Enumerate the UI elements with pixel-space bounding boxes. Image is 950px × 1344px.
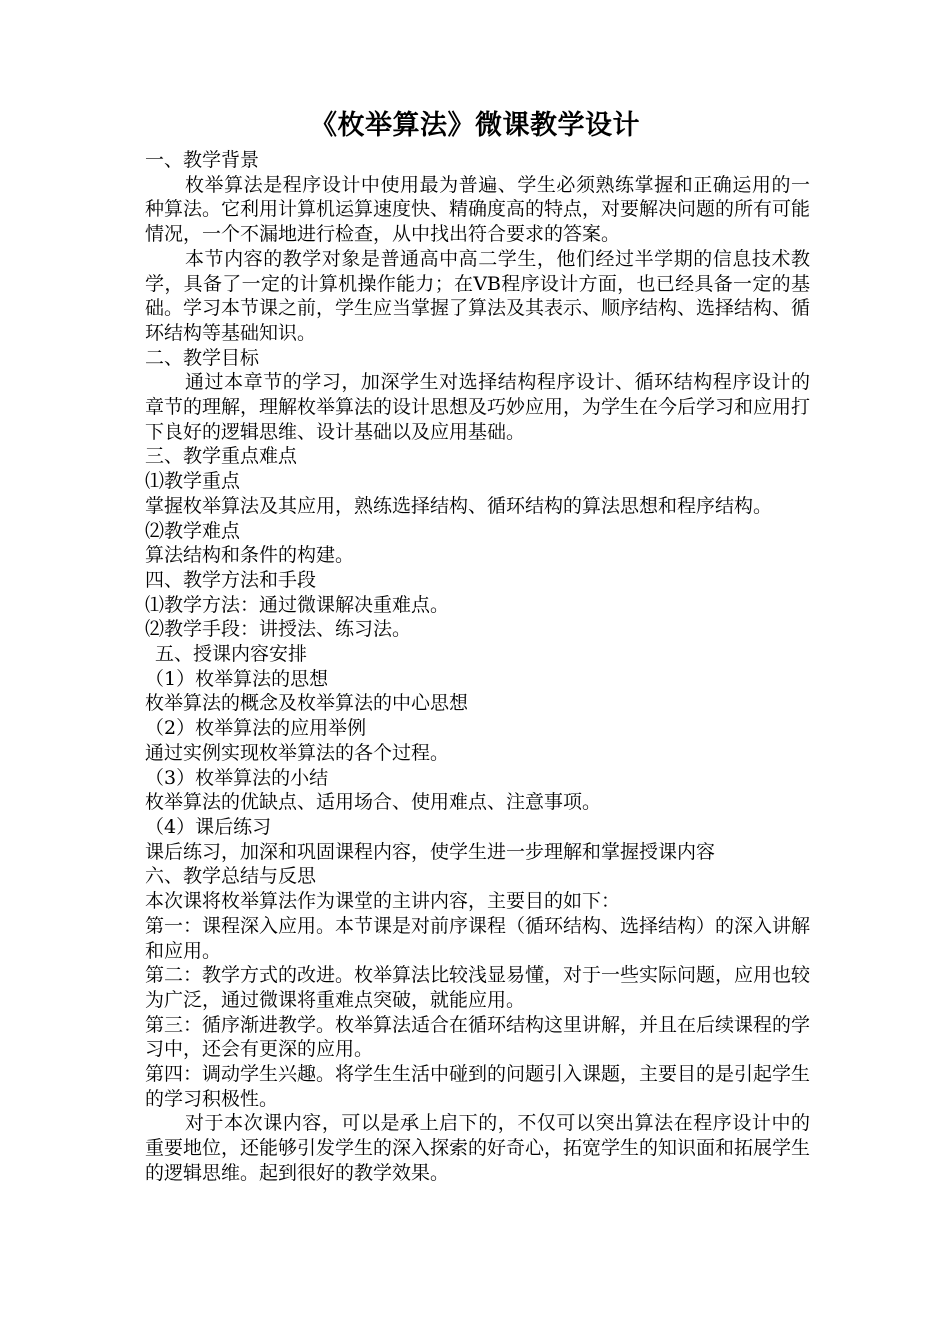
body-paragraph: 本节内容的教学对象是普通高中高二学生，他们经过半学期的信息技术教学，具备了一定的计算机操作能力；在VB程序设计方面，也已经具备一定的基础。学习本节课之前，学生应当掌握了算法及其表示、顺序结构、选择结构、循环结构等基础知识。 — [145, 247, 811, 344]
subheading: ⑴教学重点 — [145, 470, 241, 493]
list-item: 第四：调动学生兴趣。将学生生活中碰到的问题引入课题，主要目的是引起学生的学习积极性。 — [145, 1063, 811, 1110]
list-item: 第二：教学方式的改进。枚举算法比较浅显易懂，对于一些实际问题，应用也较为广泛，通过微课将重难点突破，就能应用。 — [145, 964, 811, 1011]
list-item: 第一：课程深入应用。本节课是对前序课程（循环结构、选择结构）的深入讲解和应用。 — [145, 914, 811, 962]
page-title: 《枚举算法》微课教学设计 — [310, 110, 640, 141]
subheading: （2）枚举算法的应用举例 — [145, 717, 367, 740]
body-paragraph: 本次课将枚举算法作为课堂的主讲内容，主要目的如下： — [145, 890, 621, 913]
subheading: （4）课后练习 — [145, 815, 272, 838]
body-paragraph: 通过本章节的学习，加深学生对选择结构程序设计、循环结构程序设计的章节的理解，理解枚举算法的设计思想及巧妙应用，为学生在今后学习和应用打下良好的逻辑思维、设计基础以及应用基础。 — [145, 371, 811, 443]
list-item: ⑵教学手段：讲授法、练习法。 — [145, 618, 412, 641]
section-heading-objectives: 二、教学目标 — [145, 346, 260, 369]
body-paragraph: 枚举算法的概念及枚举算法的中心思想 — [145, 692, 469, 715]
document-body — [145, 148, 810, 1186]
list-item: 第三：循序渐进教学。枚举算法适合在循环结构这里讲解，并且在后续课程的学习中，还会有更深的应用。 — [145, 1013, 811, 1061]
section-heading-methods: 四、教学方法和手段 — [145, 568, 317, 591]
body-paragraph: 通过实例实现枚举算法的各个过程。 — [145, 741, 450, 764]
body-paragraph: 算法结构和条件的构建。 — [145, 544, 355, 567]
subheading: ⑵教学难点 — [145, 519, 241, 542]
section-heading-background: 一、教学背景 — [145, 149, 260, 171]
body-paragraph: 掌握枚举算法及其应用，熟练选择结构、循环结构的算法思想和程序结构。 — [145, 494, 773, 517]
body-paragraph: 枚举算法是程序设计中使用最为普遍、学生必须熟练掌握和正确运用的一种算法。它利用计算机运算速度快、精确度高的特点，对要解决问题的所有可能情况，一个不漏地进行检查，从中找出符合要求的答案。 — [145, 173, 811, 246]
body-paragraph: 枚举算法的优缺点、适用场合、使用难点、注意事项。 — [145, 791, 602, 814]
section-heading-key-points: 三、教学重点难点 — [145, 445, 298, 468]
body-paragraph: 对于本次课内容，可以是承上启下的，不仅可以突出算法在程序设计中的重要地位，还能够引发学生的深入探索的好奇心，拓宽学生的知识面和拓展学生的逻辑思维。起到很好的教学效果。 — [145, 1112, 811, 1184]
subheading: （1）枚举算法的思想 — [145, 667, 329, 690]
section-heading-summary: 六、教学总结与反思 — [145, 865, 317, 888]
subheading: （3）枚举算法的小结 — [145, 766, 329, 789]
body-paragraph: 课后练习，加深和巩固课程内容，使学生进一步理解和掌握授课内容 — [145, 840, 716, 863]
section-heading-content: 五、授课内容安排 — [155, 643, 308, 666]
list-item: ⑴教学方法：通过微课解决重难点。 — [145, 593, 450, 616]
